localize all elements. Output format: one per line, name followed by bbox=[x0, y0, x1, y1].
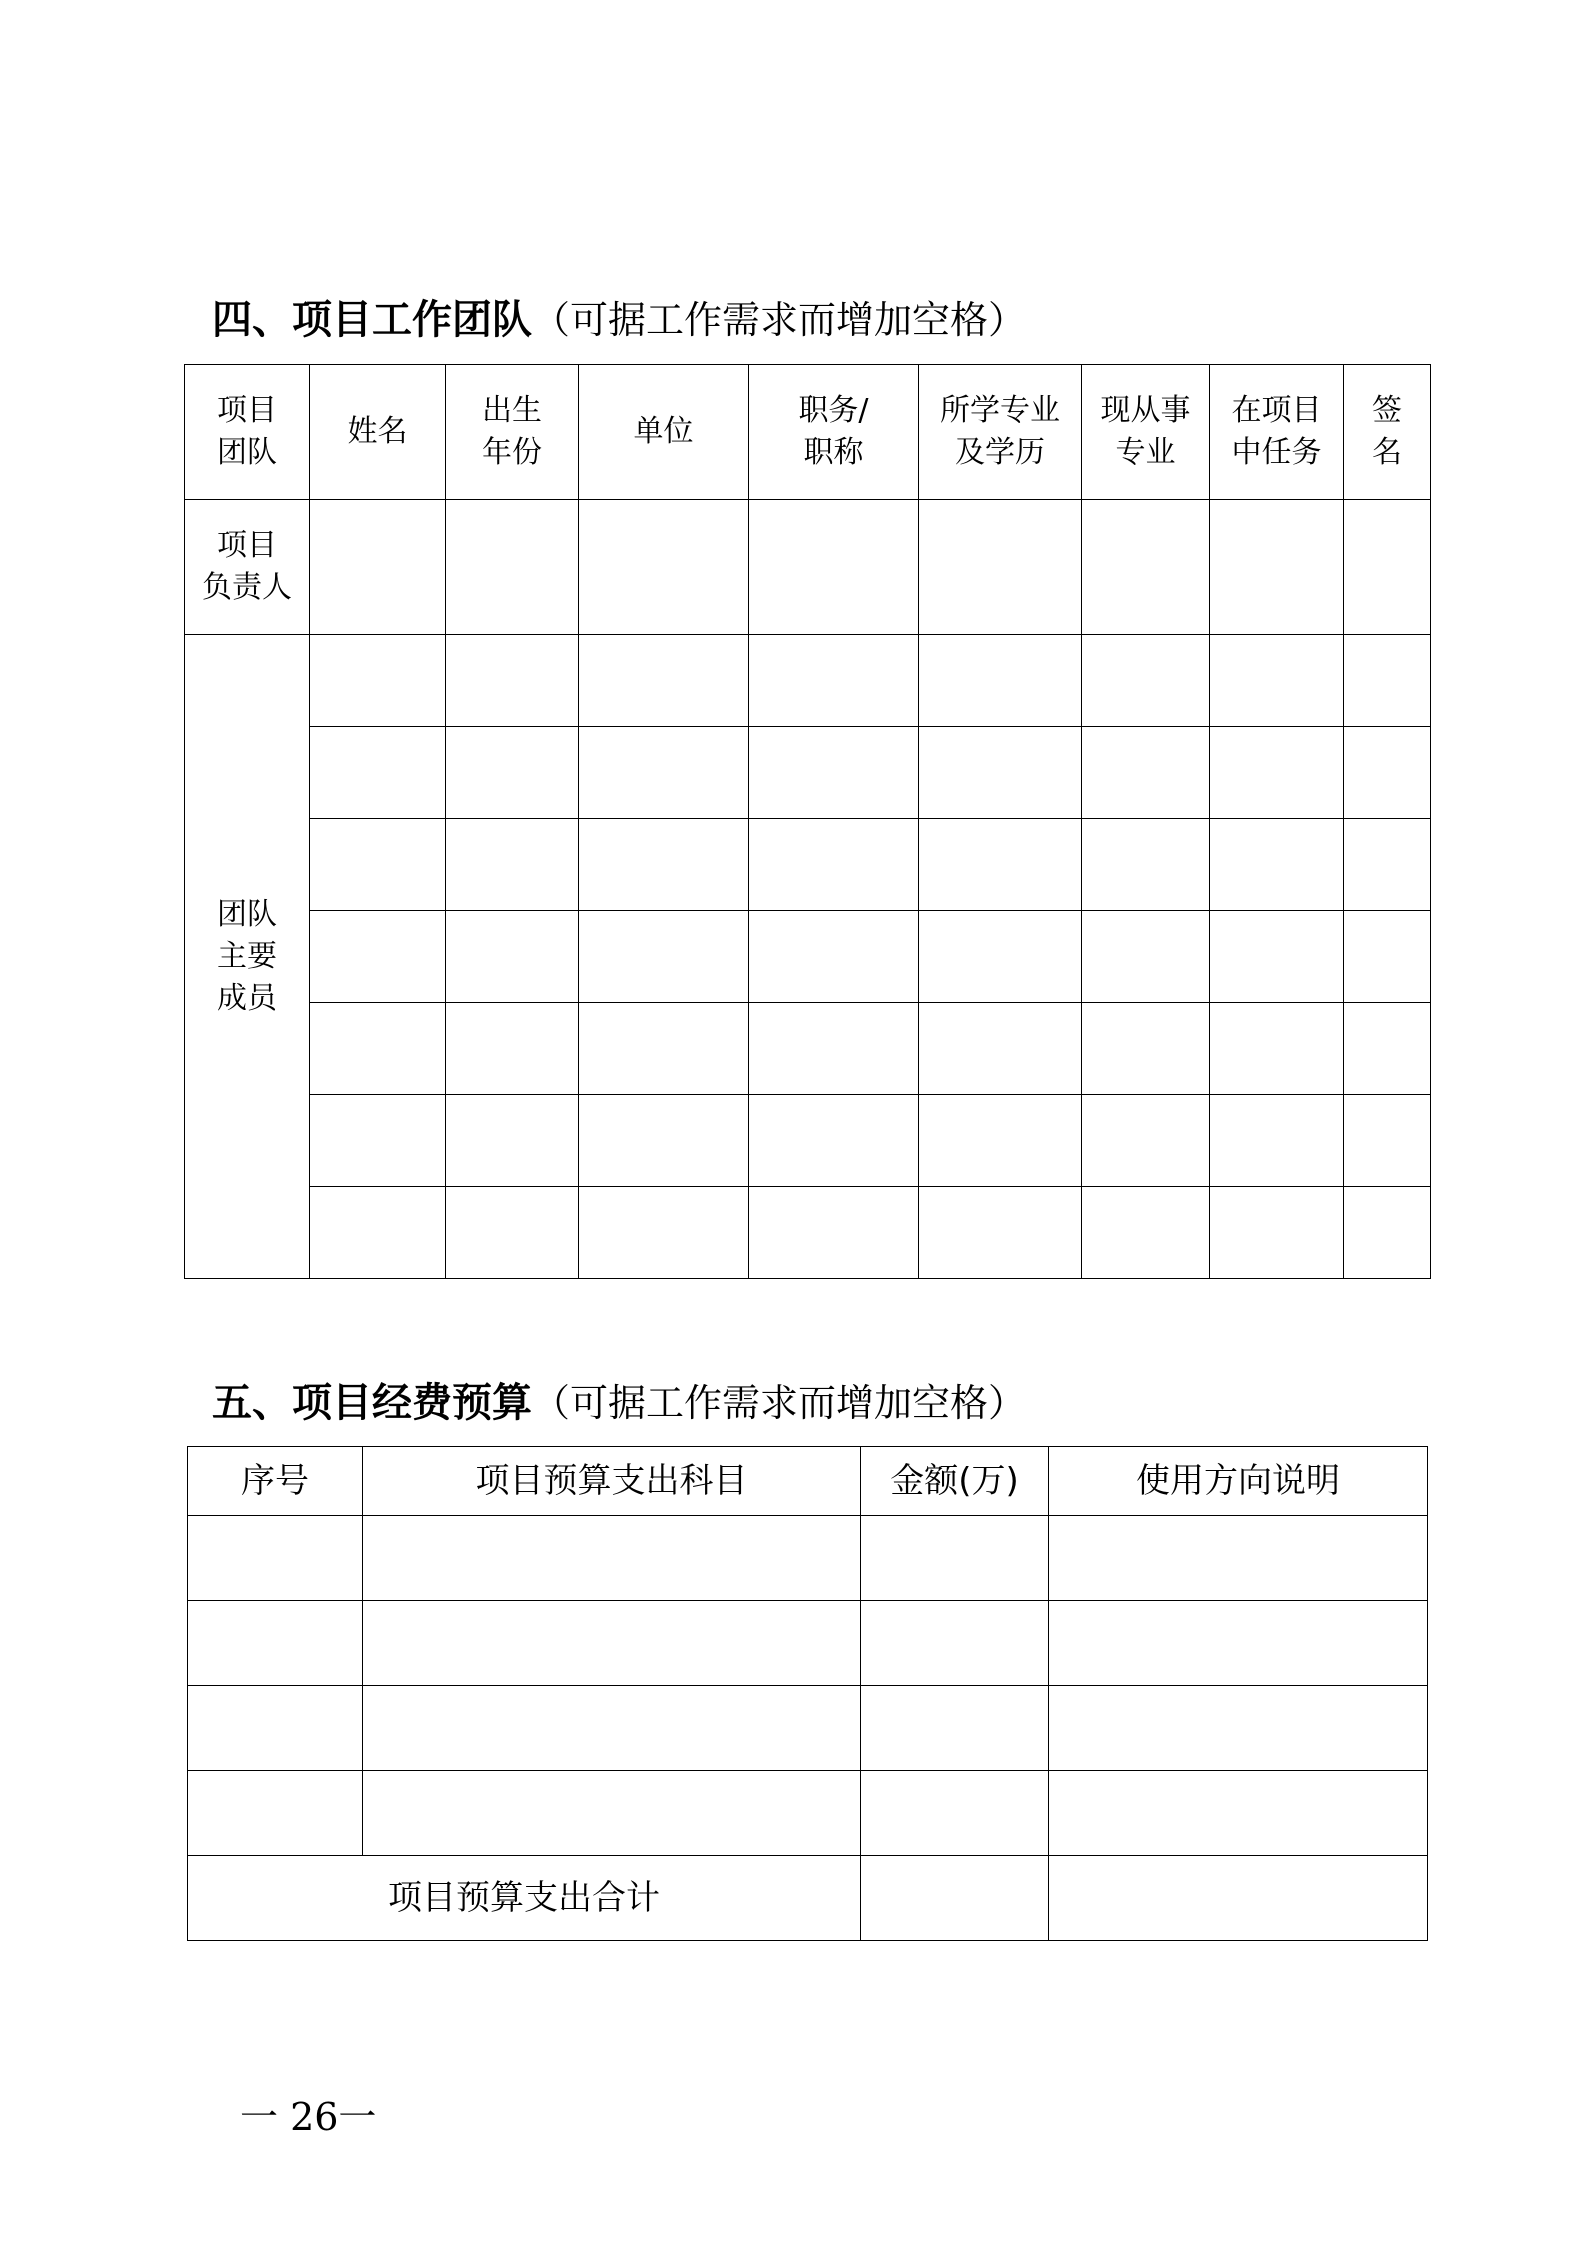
member-row bbox=[185, 635, 1431, 727]
member-cell[interactable] bbox=[919, 1095, 1082, 1187]
member-cell[interactable] bbox=[446, 1095, 579, 1187]
header-amount: 金额(万) bbox=[861, 1447, 1049, 1516]
member-cell[interactable] bbox=[1344, 727, 1431, 819]
member-cell[interactable] bbox=[919, 727, 1082, 819]
budget-cell[interactable] bbox=[188, 1771, 363, 1856]
budget-cell[interactable] bbox=[363, 1686, 861, 1771]
leader-row bbox=[185, 500, 1431, 635]
budget-cell[interactable] bbox=[188, 1601, 363, 1686]
member-row bbox=[185, 727, 1431, 819]
member-cell[interactable] bbox=[1082, 635, 1210, 727]
team-table bbox=[184, 364, 1431, 1279]
header-major: 所学专业 及学历 bbox=[919, 365, 1082, 500]
member-cell[interactable] bbox=[579, 911, 749, 1003]
budget-header-row bbox=[188, 1447, 1428, 1516]
member-cell[interactable] bbox=[310, 911, 446, 1003]
budget-row bbox=[188, 1686, 1428, 1771]
budget-cell[interactable] bbox=[861, 1686, 1049, 1771]
member-row bbox=[185, 819, 1431, 911]
member-cell[interactable] bbox=[1344, 1003, 1431, 1095]
budget-row bbox=[188, 1516, 1428, 1601]
member-cell[interactable] bbox=[1210, 1003, 1344, 1095]
budget-row bbox=[188, 1601, 1428, 1686]
section-5-note: （可据工作需求而增加空格） bbox=[532, 1381, 1027, 1425]
member-cell[interactable] bbox=[1344, 1187, 1431, 1279]
member-cell[interactable] bbox=[1210, 819, 1344, 911]
header-budget-item: 项目预算支出科目 bbox=[363, 1447, 861, 1516]
member-cell[interactable] bbox=[749, 1095, 919, 1187]
header-birth-year: 出生 年份 bbox=[446, 365, 579, 500]
member-cell[interactable] bbox=[1210, 911, 1344, 1003]
member-cell[interactable] bbox=[579, 635, 749, 727]
header-team: 项目 团队 bbox=[185, 365, 310, 500]
member-cell[interactable] bbox=[1344, 911, 1431, 1003]
budget-cell[interactable] bbox=[861, 1771, 1049, 1856]
member-cell[interactable] bbox=[446, 1003, 579, 1095]
member-cell[interactable] bbox=[1210, 1187, 1344, 1279]
section-5-title: 五、项目经费预算 bbox=[212, 1380, 532, 1426]
member-cell[interactable] bbox=[1344, 819, 1431, 911]
budget-cell[interactable] bbox=[1049, 1601, 1428, 1686]
member-cell[interactable] bbox=[579, 1187, 749, 1279]
budget-total-usage[interactable] bbox=[1049, 1856, 1428, 1941]
member-cell[interactable] bbox=[749, 819, 919, 911]
member-cell[interactable] bbox=[1082, 1187, 1210, 1279]
header-task: 在项目 中任务 bbox=[1210, 365, 1344, 500]
budget-total-amount[interactable] bbox=[861, 1856, 1049, 1941]
member-row bbox=[185, 1003, 1431, 1095]
member-cell[interactable] bbox=[310, 1095, 446, 1187]
member-cell[interactable] bbox=[310, 727, 446, 819]
member-cell[interactable] bbox=[310, 635, 446, 727]
member-cell[interactable] bbox=[1210, 1095, 1344, 1187]
member-cell[interactable] bbox=[749, 727, 919, 819]
member-cell[interactable] bbox=[1344, 635, 1431, 727]
leader-cell[interactable] bbox=[749, 500, 919, 635]
leader-cell[interactable] bbox=[1082, 500, 1210, 635]
member-cell[interactable] bbox=[1344, 1095, 1431, 1187]
leader-cell[interactable] bbox=[919, 500, 1082, 635]
header-position: 职务/ 职称 bbox=[749, 365, 919, 500]
budget-total-row bbox=[188, 1856, 1428, 1941]
member-cell[interactable] bbox=[749, 911, 919, 1003]
leader-cell[interactable] bbox=[310, 500, 446, 635]
section-4-title: 四、项目工作团队 bbox=[212, 297, 532, 343]
member-cell[interactable] bbox=[310, 1003, 446, 1095]
member-cell[interactable] bbox=[1082, 911, 1210, 1003]
budget-cell[interactable] bbox=[1049, 1516, 1428, 1601]
leader-cell[interactable] bbox=[1210, 500, 1344, 635]
member-cell[interactable] bbox=[579, 1003, 749, 1095]
budget-table bbox=[187, 1446, 1428, 1941]
member-cell[interactable] bbox=[579, 819, 749, 911]
budget-cell[interactable] bbox=[188, 1516, 363, 1601]
member-row bbox=[185, 1095, 1431, 1187]
section-5-heading bbox=[212, 1377, 1026, 1429]
member-row bbox=[185, 911, 1431, 1003]
member-cell[interactable] bbox=[579, 1095, 749, 1187]
member-cell[interactable] bbox=[919, 819, 1082, 911]
member-cell[interactable] bbox=[1082, 819, 1210, 911]
header-usage: 使用方向说明 bbox=[1049, 1447, 1428, 1516]
member-cell[interactable] bbox=[749, 635, 919, 727]
header-seq: 序号 bbox=[188, 1447, 363, 1516]
budget-cell[interactable] bbox=[363, 1601, 861, 1686]
member-cell[interactable] bbox=[1082, 727, 1210, 819]
leader-cell[interactable] bbox=[446, 500, 579, 635]
member-cell[interactable] bbox=[749, 1003, 919, 1095]
section-4-heading bbox=[212, 294, 1026, 346]
member-cell[interactable] bbox=[1082, 1003, 1210, 1095]
leader-label: 项目 负责人 bbox=[185, 500, 310, 635]
section-4-note: （可据工作需求而增加空格） bbox=[532, 298, 1027, 342]
member-cell[interactable] bbox=[446, 911, 579, 1003]
header-signature: 签 名 bbox=[1344, 365, 1431, 500]
budget-cell[interactable] bbox=[1049, 1771, 1428, 1856]
member-cell[interactable] bbox=[446, 635, 579, 727]
member-cell[interactable] bbox=[919, 911, 1082, 1003]
leader-cell[interactable] bbox=[1344, 500, 1431, 635]
budget-cell[interactable] bbox=[1049, 1686, 1428, 1771]
budget-cell[interactable] bbox=[363, 1516, 861, 1601]
member-cell[interactable] bbox=[1210, 727, 1344, 819]
budget-cell[interactable] bbox=[861, 1516, 1049, 1601]
member-cell[interactable] bbox=[919, 635, 1082, 727]
member-cell[interactable] bbox=[1210, 635, 1344, 727]
members-label: 团队 主要 成员 bbox=[185, 635, 310, 1279]
member-cell[interactable] bbox=[579, 727, 749, 819]
member-cell[interactable] bbox=[446, 1187, 579, 1279]
member-row bbox=[185, 1187, 1431, 1279]
member-cell[interactable] bbox=[919, 1187, 1082, 1279]
header-current-field: 现从事 专业 bbox=[1082, 365, 1210, 500]
member-cell[interactable] bbox=[1082, 1095, 1210, 1187]
budget-cell[interactable] bbox=[861, 1601, 1049, 1686]
member-cell[interactable] bbox=[749, 1187, 919, 1279]
budget-cell[interactable] bbox=[363, 1771, 861, 1856]
budget-total-label: 项目预算支出合计 bbox=[188, 1856, 861, 1941]
page-number: 一 26一 bbox=[240, 2095, 377, 2139]
header-name: 姓名 bbox=[310, 365, 446, 500]
member-cell[interactable] bbox=[446, 819, 579, 911]
member-cell[interactable] bbox=[310, 1187, 446, 1279]
member-cell[interactable] bbox=[446, 727, 579, 819]
leader-cell[interactable] bbox=[579, 500, 749, 635]
member-cell[interactable] bbox=[310, 819, 446, 911]
budget-cell[interactable] bbox=[188, 1686, 363, 1771]
member-cell[interactable] bbox=[919, 1003, 1082, 1095]
header-unit: 单位 bbox=[579, 365, 749, 500]
budget-row bbox=[188, 1771, 1428, 1856]
team-header-row bbox=[185, 365, 1431, 500]
